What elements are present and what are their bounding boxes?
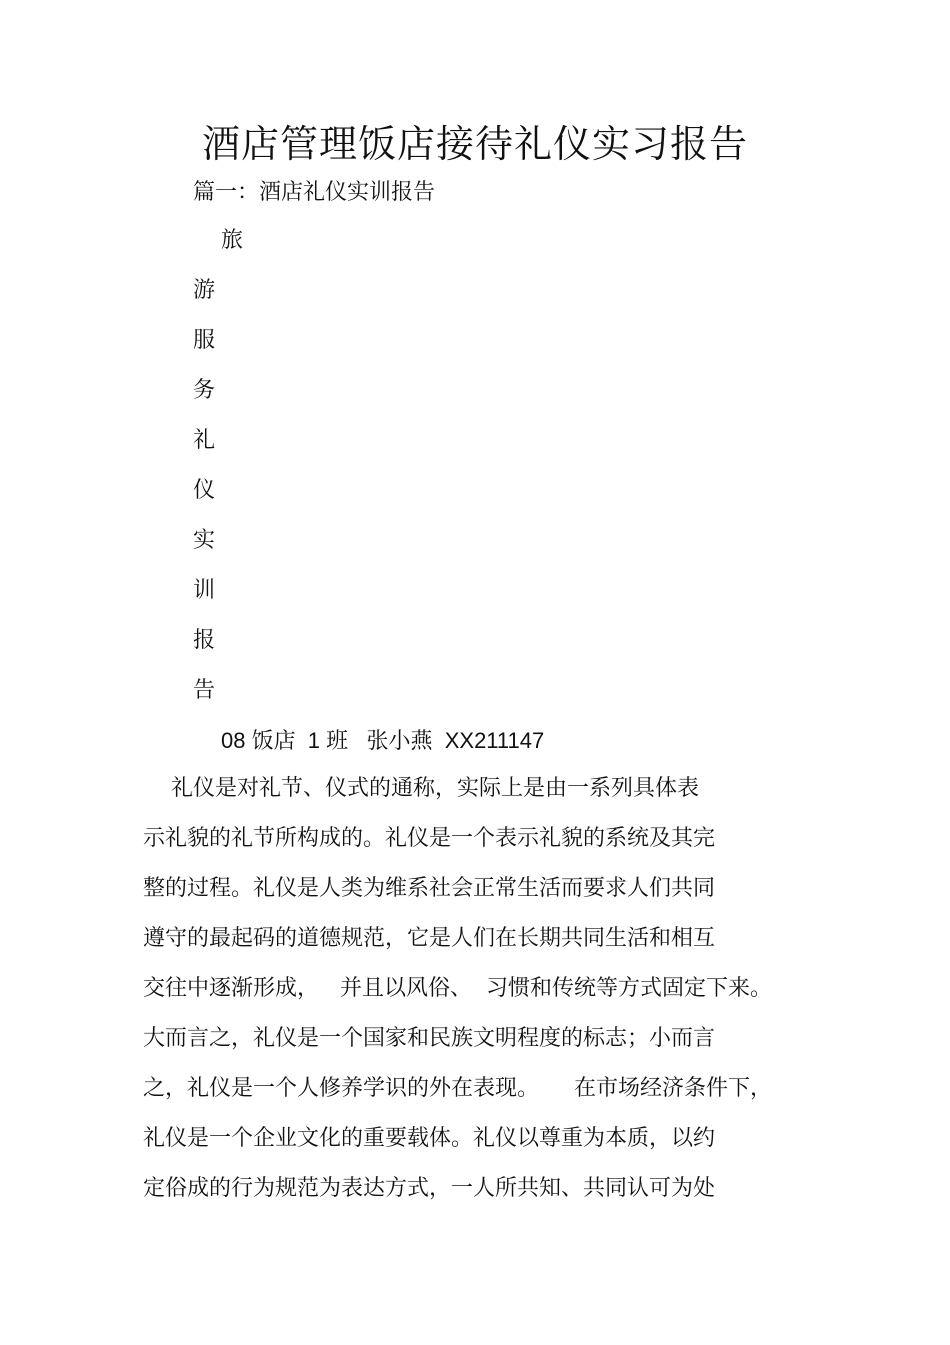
- vertical-title-char: 礼: [193, 428, 216, 453]
- vertical-title-char: 告: [193, 678, 216, 703]
- vertical-title-char: 仪: [193, 478, 216, 503]
- body-line: 交往中逐渐形成， 并且以风俗、 习惯和传统等方式固定下来。: [143, 976, 772, 1001]
- vertical-title-char: 游: [193, 278, 216, 303]
- vertical-title-char: 报: [193, 628, 216, 653]
- body-line: 礼仪是对礼节、仪式的通称，实际上是由一系列具体表: [143, 776, 699, 801]
- body-line: 定俗成的行为规范为表达方式，一人所共知、共同认可为处: [143, 1176, 716, 1201]
- vertical-title-char: 旅: [221, 228, 244, 253]
- vertical-title-char: 实: [193, 528, 216, 553]
- body-line: 遵守的最起码的道德规范，它是人们在长期共同生活和相互: [143, 926, 716, 951]
- section-heading: 篇一：酒店礼仪实训报告: [193, 180, 436, 205]
- document-title: 酒店管理饭店接待礼仪实习报告: [201, 122, 748, 166]
- body-line: 大而言之，礼仪是一个国家和民族文明程度的标志；小而言: [143, 1026, 716, 1051]
- body-line: 礼仪是一个企业文化的重要载体。礼仪以尊重为本质，以约: [143, 1126, 716, 1151]
- vertical-title-char: 服: [193, 328, 216, 353]
- body-line: 整的过程。礼仪是人类为维系社会正常生活而要求人们共同: [143, 876, 716, 901]
- body-line: 示礼貌的礼节所构成的。礼仪是一个表示礼貌的系统及其完: [143, 826, 716, 851]
- vertical-title-char: 务: [193, 378, 216, 403]
- body-line: 之，礼仪是一个人修养学识的外在表现。 在市场经济条件下，: [143, 1076, 772, 1101]
- vertical-title-char: 训: [193, 578, 216, 603]
- author-info: 08 饭店 1 班 张小燕 XX211147: [221, 728, 545, 753]
